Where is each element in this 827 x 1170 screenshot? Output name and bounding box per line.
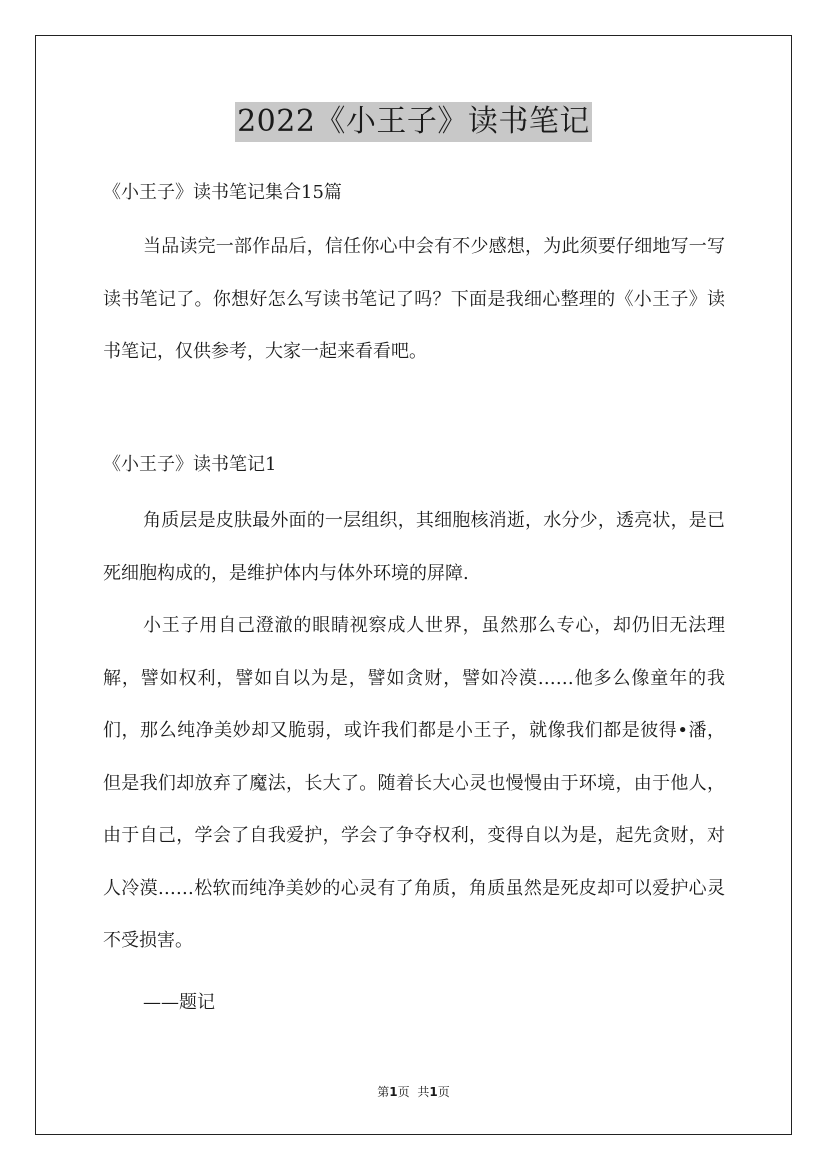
intro-paragraph: 当品读完一部作品后，信任你心中会有不少感想，为此须要仔细地写一写读书笔记了。你想好怎么写读书笔记了吗？下面是我细心整理的《小王子》读书笔记，仅供参考，大家一起来看看吧。 [103,236,725,362]
document-title: 2022《小王子》读书笔记 [235,102,592,142]
page-prefix: 第 [377,1085,390,1099]
page-current: 1 [389,1085,398,1099]
title-container [0,102,827,142]
body-paragraph-1: 角质层是皮肤最外面的一层组织，其细胞核消逝，水分少，透亮状，是已死细胞构成的，是维护体内与体外环境的屏障. [103,510,725,584]
page-footer [0,1084,827,1100]
body-paragraph-2: 小王子用自己澄澈的眼睛视察成人世界，虽然那么专心，却仍旧无法理解，譬如权利，譬如自以为是，譬如贪财，譬如冷漠……他多么像童年的我们，那么纯净美妙却又脆弱，或许我们都是小王子，就像我们都是彼得•潘，但是我们却放弃了魔法，长大了。随着长大心灵也慢慢由于环境，由于他人，由于自己，学会了自我爱护，学会了争夺权利，变得自以为是，起先贪财，对人冷漠……松软而纯净美妙的心灵有了角质，角质虽然是死皮却可以爱护心灵不受损害。 [103,615,725,951]
total-prefix: 共 [417,1085,430,1099]
page-total: 1 [429,1085,438,1099]
signature: ——题记 [143,992,215,1013]
page-suffix: 页 [397,1085,410,1099]
document-subtitle: 《小王子》读书笔记集合15篇 [103,182,342,203]
section-heading: 《小王子》读书笔记1 [103,454,277,475]
total-suffix: 页 [437,1085,450,1099]
